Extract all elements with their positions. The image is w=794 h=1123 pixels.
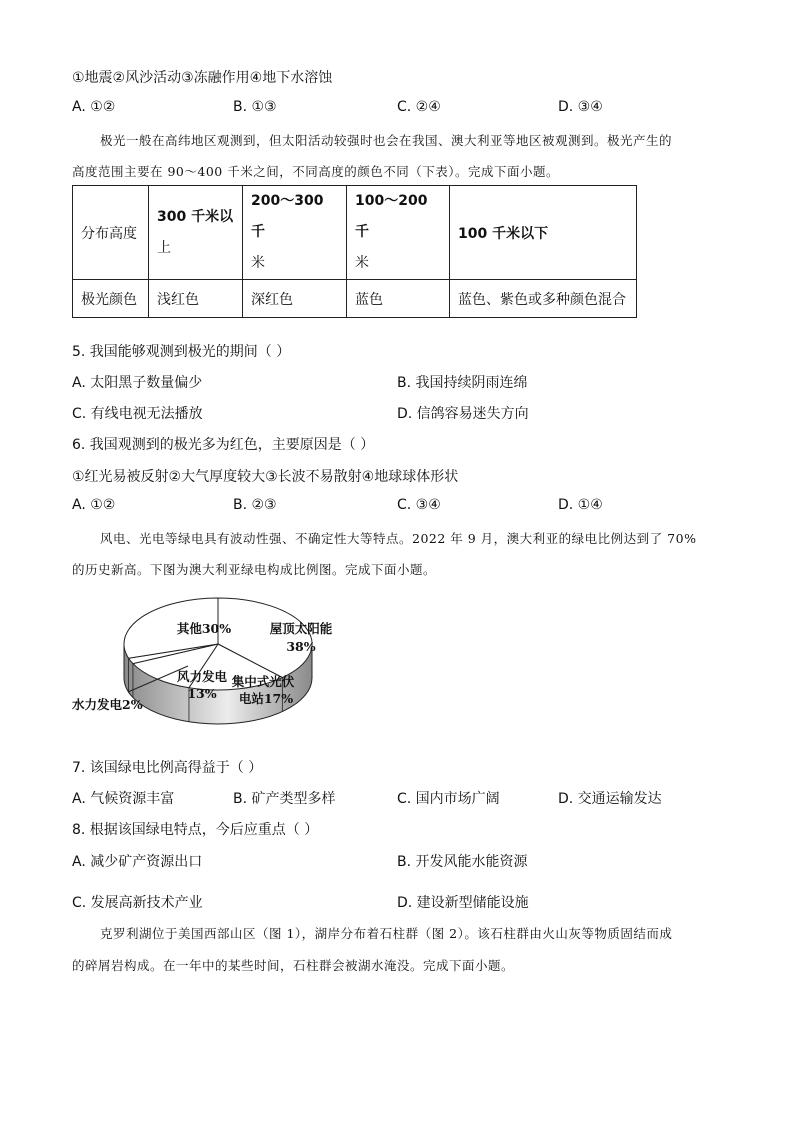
q8-choice-b[interactable]: B. 开发风能水能资源 [397,854,528,870]
green-power-pie-chart [70,588,370,738]
energy-passage-line2: 的历史新高。下图为澳大利亚绿电构成比例图。完成下面小题。 [72,562,437,577]
label-rooftop-solar-value: 38% [286,639,316,654]
label-wind-line1: 风力发电 [176,669,228,684]
q7-choice-a[interactable]: A. 气候资源丰富 [72,791,175,807]
q8-stem: 8. 根据该国绿电特点，今后应重点（ ） [72,822,319,838]
q4-choice-d[interactable]: D. ③④ [558,99,603,115]
label-rooftop-solar: 屋顶太阳能 [269,621,333,636]
aurora-passage-line1: 极光一般在高纬地区观测到，但太阳活动较强时也会在我国、澳大利亚等地区被观测到。极光产生的 [100,133,673,148]
q4-choice-c[interactable]: C. ②④ [397,99,441,115]
label-hydro: 水力发电2% [72,697,143,712]
q4-choice-a[interactable]: A. ①② [72,99,116,115]
q7-choice-d[interactable]: D. 交通运输发达 [558,791,662,807]
label-wind-line2: 13% [187,686,217,701]
q8-choice-d[interactable]: D. 建设新型储能设施 [397,895,529,911]
q6-choice-c[interactable]: C. ③④ [397,497,441,513]
label-other: 其他30% [176,621,232,636]
q7-choice-c[interactable]: C. 国内市场广阔 [397,791,500,807]
q4-options-line: ①地震②风沙活动③冻融作用④地下水溶蚀 [72,70,333,86]
table-cell-height-3: 100～200 千 米 [347,186,450,280]
q7-choice-b[interactable]: B. 矿产类型多样 [233,791,336,807]
label-centralized-pv-line2: 电站17% [238,691,294,706]
lake-passage-line2: 的碎屑岩构成。在一年中的某些时间，石柱群会被湖水淹没。完成下面小题。 [72,958,515,973]
q5-choice-b[interactable]: B. 我国持续阴雨连绵 [397,375,528,391]
table-cell-height-2: 200～300 千 米 [243,186,347,280]
energy-passage-line1: 风电、光电等绿电具有波动性强、不确定性大等特点。2022 年 9 月，澳大利亚的绿电比例达到了 70% [100,531,697,546]
table-cell-color-1: 浅红色 [149,280,243,318]
table-cell-color-4: 蓝色、紫色或多种颜色混合 [450,280,637,318]
q4-choice-b[interactable]: B. ①③ [233,99,277,115]
q6-choice-d[interactable]: D. ①④ [558,497,603,513]
table-cell-height-4: 100 千米以下 [450,186,637,280]
table-cell-color-2: 深红色 [243,280,347,318]
q6-options-line: ①红光易被反射②大气厚度较大③长波不易散射④地球球体形状 [72,469,459,485]
q8-choice-c[interactable]: C. 发展高新技术产业 [72,895,203,911]
q7-stem: 7. 该国绿电比例高得益于（ ） [72,760,263,776]
table-header-color: 极光颜色 [73,280,149,318]
table-cell-color-3: 蓝色 [347,280,450,318]
aurora-table [72,185,637,318]
table-header-height: 分布高度 [73,186,149,280]
q8-choice-a[interactable]: A. 减少矿产资源出口 [72,854,203,870]
q5-choice-a[interactable]: A. 太阳黑子数量偏少 [72,375,203,391]
q6-choice-b[interactable]: B. ②③ [233,497,277,513]
q5-choice-c[interactable]: C. 有线电视无法播放 [72,406,203,422]
table-cell-height-1: 300 千米以 上 [149,186,243,280]
q5-stem: 5. 我国能够观测到极光的期间（ ） [72,344,291,360]
aurora-passage-line2: 高度范围主要在 90～400 千米之间，不同高度的颜色不同（下表）。完成下面小题。 [72,164,559,179]
label-centralized-pv-line1: 集中式光伏 [231,674,295,689]
q5-choice-d[interactable]: D. 信鸽容易迷失方向 [397,406,529,422]
q6-choice-a[interactable]: A. ①② [72,497,116,513]
q6-stem: 6. 我国观测到的极光多为红色，主要原因是（ ） [72,437,375,453]
lake-passage-line1: 克罗利湖位于美国西部山区（图 1），湖岸分布着石柱群（图 2）。该石柱群由火山灰等物质固结而成 [100,926,673,941]
